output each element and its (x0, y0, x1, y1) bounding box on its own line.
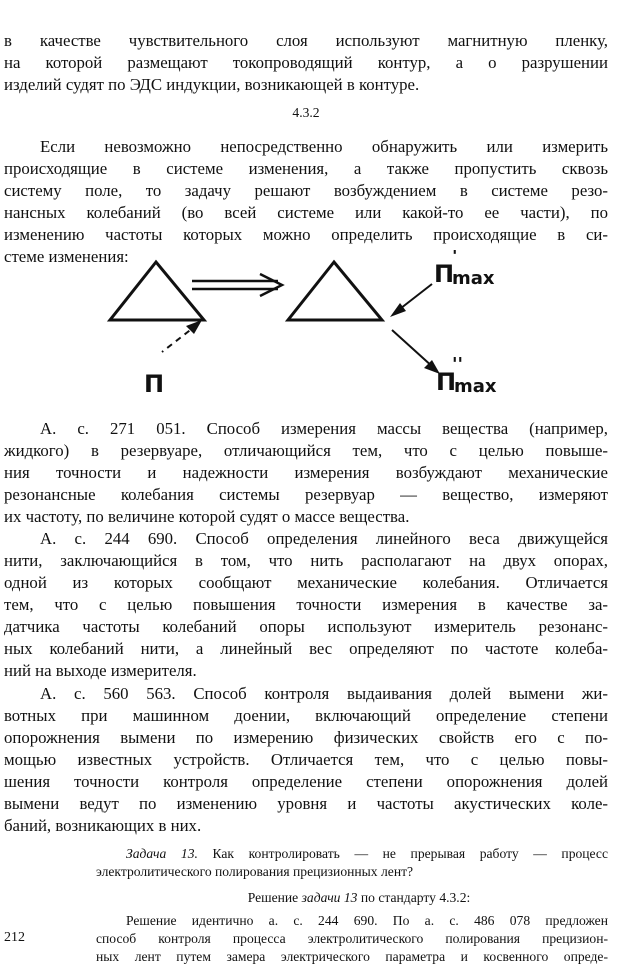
su-field-diagram (100, 250, 520, 405)
label-p-max-double-prime (436, 354, 497, 397)
double-arrow (192, 274, 282, 296)
label-p: П (144, 370, 165, 398)
text-line: баний, возникающих в них. (4, 816, 202, 835)
label-subscript: max (454, 376, 497, 397)
task-line (126, 845, 608, 863)
text-line: систему поле, то задачу решают возбуждением в системе резо- (4, 181, 608, 200)
section-number: 4.3.2 (292, 105, 320, 120)
text-line: в качестве чувствительного слоя используют магнитную пленку, (4, 31, 608, 50)
text-line: датчика частоты колебаний опоры используют измеритель резонанс- (4, 617, 608, 636)
task-label: Задача 13. (126, 846, 198, 861)
dashed-arrow (162, 320, 202, 352)
text-line: нансных колебаний (во всей системе или какой-то ее части), по (4, 203, 608, 222)
text-line: А. с. 560 563. Способ контроля выдаивания долей вымени жи- (40, 684, 608, 703)
page-number: 212 (4, 930, 25, 945)
text-line: резонансные колебания системы резервуар — вещество, измеряют (4, 485, 608, 504)
label-subscript: max (452, 268, 495, 289)
right-triangle (288, 262, 382, 320)
label-prime: ' (452, 250, 458, 267)
text-line: на которой размещают токопроводящий контур, а о разрушении (4, 53, 608, 72)
solution-heading: Решение задачи 13 по стандарту 4.3.2: (247, 890, 471, 905)
text-line: ных колебаний нити, а линейный вес определяют по частоте колеба- (4, 639, 608, 658)
task-line: электролитического полирования прецизионных лент? (96, 864, 414, 879)
text-line: вотных при машинном доении, включающий определение степени (4, 706, 608, 725)
text-line: изделий судят по ЭДС индукции, возникающей в контуре. (4, 75, 420, 94)
label-base: П (436, 368, 457, 396)
arrow-in (390, 284, 432, 317)
label-p-max-prime (434, 250, 495, 289)
text-line: стеме изменения: (4, 247, 129, 266)
text-line: изменению частоты которых можно определить происходящие в си- (4, 225, 608, 244)
text-line: ний на выходе измерителя. (4, 661, 197, 680)
arrow-out (392, 330, 440, 374)
text-line: шения точности контроля определение степени опорожнения долей (4, 772, 608, 791)
text-line: А. с. 244 690. Способ определения линейного веса движущейся (40, 529, 608, 548)
solution-line: способ контроля процесса электролитического полирования прецизион- (96, 931, 608, 946)
text-line: ния точности и надежности измерения возбуждают механические (4, 463, 608, 482)
text-line: А. с. 271 051. Способ измерения массы вещества (например, (40, 419, 608, 438)
text-line: одной из которых сообщают механические колебания. Отличается (4, 573, 608, 592)
text-line: происходящие в системе изменения, а также пропустить сквозь (4, 159, 608, 178)
text-line: опорожнения вымени по измерению физических свойств его с по- (4, 728, 608, 747)
label-base: П (434, 260, 455, 288)
text-line: Если невозможно непосредственно обнаружить или измерить (40, 137, 608, 156)
solution-line: Решение идентично а. с. 244 690. По а. с. 486 078 предложен (126, 913, 608, 928)
text-line: жидкого) в резервуаре, отличающийся тем, что с целью повыше- (4, 441, 608, 460)
left-triangle (110, 262, 204, 320)
text-line: вымени ведут по изменению уровня и частоты акустических коле- (4, 794, 608, 813)
text-line: тем, что с целью повышения точности измерения в качестве за- (4, 595, 608, 614)
label-double-prime: '' (452, 354, 464, 375)
task-text: Как контролировать — не прерывая работу — процесс (212, 846, 608, 861)
text-line: их частоту, по величине которой судят о массе вещества. (4, 507, 410, 526)
text-line: нити, заключающийся в том, что нить располагают на двух опорах, (4, 551, 608, 570)
solution-line: ных лент путем замера электрического параметра и косвенного опреде- (96, 949, 608, 964)
text-line: мощью известных устройств. Отличается тем, что с целью повы- (4, 750, 608, 769)
